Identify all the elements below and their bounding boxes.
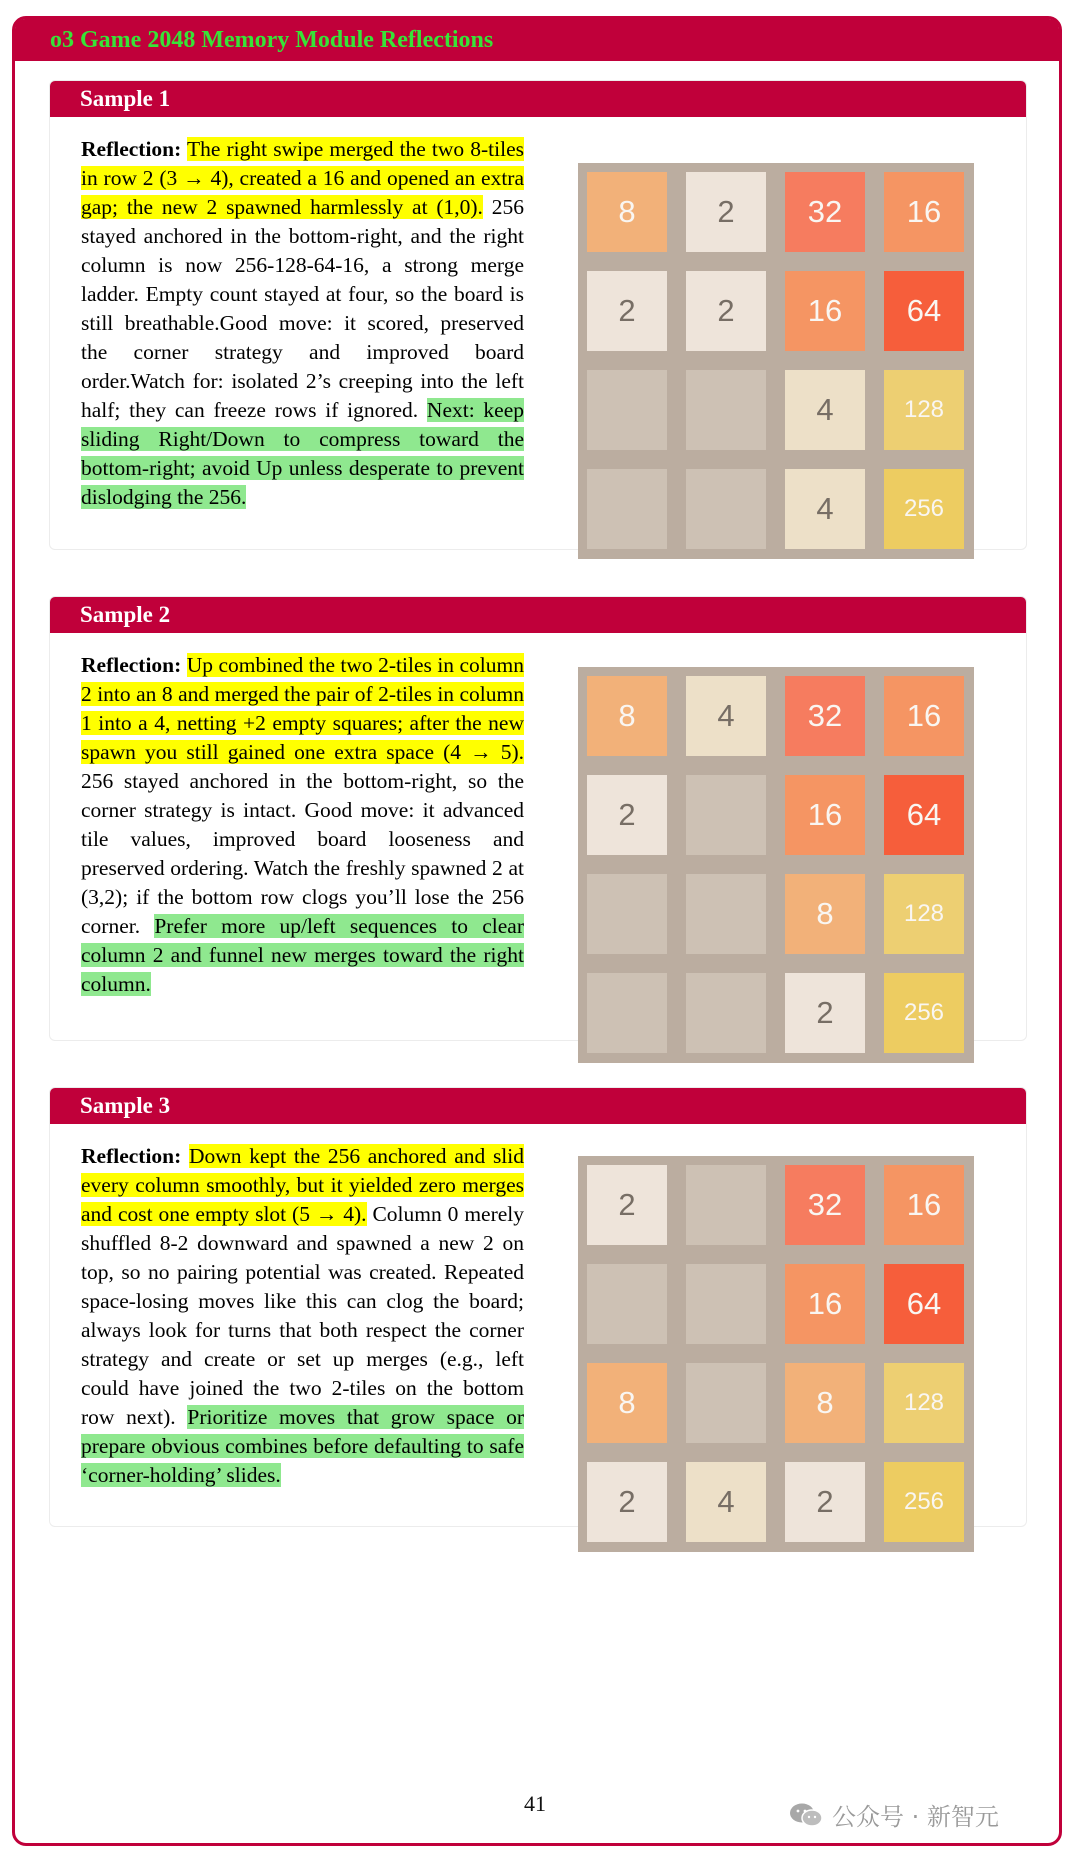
tile-4: 4 bbox=[686, 1462, 766, 1542]
figure-title: o3 Game 2048 Memory Module Reflections bbox=[15, 19, 1059, 61]
tile-32: 32 bbox=[785, 1165, 865, 1245]
empty-tile bbox=[587, 469, 667, 549]
tile-256: 256 bbox=[884, 973, 964, 1053]
tile-256: 256 bbox=[884, 1462, 964, 1542]
highlight-yellow: Up combined the two 2-tiles in column 2 into an 8 and merged the pair of 2-tiles in column 1 into a 4, netting +2 empty squares; after the new spawn you still gained one extra space (4 → 5). bbox=[81, 653, 524, 764]
sample-card-1 bbox=[49, 80, 1027, 550]
reflection-label: Reflection: bbox=[81, 1144, 182, 1168]
tile-64: 64 bbox=[884, 271, 964, 351]
tile-4: 4 bbox=[785, 370, 865, 450]
empty-tile bbox=[686, 874, 766, 954]
tile-32: 32 bbox=[785, 172, 865, 252]
tile-2: 2 bbox=[686, 172, 766, 252]
empty-tile bbox=[686, 1363, 766, 1443]
reflection-body: 256 stayed anchored in the bottom-right, so the corner strategy is intact. Good move: it advanced tile values, improved board looseness and preserved ordering. Watch the freshly spawned 2 at (3,2); if the bottom row clogs you’ll lose the 256 corner. bbox=[81, 769, 524, 938]
sample-heading: Sample 3 bbox=[50, 1088, 1026, 1124]
empty-tile bbox=[686, 469, 766, 549]
tile-8: 8 bbox=[587, 172, 667, 252]
tile-2: 2 bbox=[587, 775, 667, 855]
empty-tile bbox=[587, 973, 667, 1053]
tile-2: 2 bbox=[785, 973, 865, 1053]
watermark bbox=[788, 1797, 999, 1832]
tile-2: 2 bbox=[785, 1462, 865, 1542]
reflection-label: Reflection: bbox=[81, 137, 182, 161]
reflection-body: Column 0 merely shuffled 8-2 downward and spawned a new 2 on top, so no pairing potential was created. Repeated space-losing moves like this can clog the board; always look for turns that both respect the corner strategy and create or set up merges (e.g., left could have joined the two 2-tiles on the bottom row next). bbox=[81, 1202, 525, 1429]
tile-64: 64 bbox=[884, 1264, 964, 1344]
empty-tile bbox=[686, 370, 766, 450]
tile-32: 32 bbox=[785, 676, 865, 756]
highlight-yellow: Down kept the 256 anchored and slid every column smoothly, but it yielded zero merges and cost one empty slot (5 → 4). bbox=[81, 1144, 525, 1226]
game-board bbox=[578, 163, 974, 559]
tile-4: 4 bbox=[785, 469, 865, 549]
tile-16: 16 bbox=[785, 775, 865, 855]
reflection-text bbox=[81, 1142, 524, 1490]
highlight-green: Prioritize moves that grow space or prepare obvious combines before defaulting to safe ‘corner-holding’ slides. bbox=[81, 1405, 524, 1487]
wechat-icon bbox=[788, 1801, 824, 1829]
reflection-label: Reflection: bbox=[81, 653, 182, 677]
empty-tile bbox=[587, 370, 667, 450]
tile-2: 2 bbox=[587, 1165, 667, 1245]
tile-8: 8 bbox=[587, 676, 667, 756]
sample-card-2 bbox=[49, 596, 1027, 1041]
sample-heading: Sample 2 bbox=[50, 597, 1026, 633]
empty-tile bbox=[686, 775, 766, 855]
tile-16: 16 bbox=[884, 1165, 964, 1245]
reflection-text bbox=[81, 651, 524, 999]
game-board bbox=[578, 667, 974, 1063]
empty-tile bbox=[686, 1264, 766, 1344]
empty-tile bbox=[587, 874, 667, 954]
highlight-green: Prefer more up/left sequences to clear column 2 and funnel new merges toward the right column. bbox=[81, 914, 525, 996]
page-number: 41 bbox=[524, 1791, 546, 1816]
tile-4: 4 bbox=[686, 676, 766, 756]
sample-card-3 bbox=[49, 1087, 1027, 1527]
tile-2: 2 bbox=[587, 271, 667, 351]
highlight-green: Next: keep sliding Right/Down to compress toward the bottom-right; avoid Up unless desperate to prevent dislodging the 256. bbox=[81, 398, 525, 509]
reflection-text bbox=[81, 135, 524, 512]
game-board bbox=[578, 1156, 974, 1552]
reflection-body: 256 stayed anchored in the bottom-right, and the right column is now 256-128-64-16, a strong merge ladder. Empty count stayed at four, so the board is still breathable.Good move: it scored, preserved the corner strategy and improved board order.Watch for: isolated 2’s creeping into the left half; they can freeze rows if ignored. bbox=[81, 195, 524, 422]
tile-128: 128 bbox=[884, 1363, 964, 1443]
tile-2: 2 bbox=[587, 1462, 667, 1542]
sample-heading: Sample 1 bbox=[50, 81, 1026, 117]
tile-8: 8 bbox=[785, 874, 865, 954]
tile-16: 16 bbox=[785, 271, 865, 351]
tile-128: 128 bbox=[884, 370, 964, 450]
tile-256: 256 bbox=[884, 469, 964, 549]
tile-64: 64 bbox=[884, 775, 964, 855]
empty-tile bbox=[686, 1165, 766, 1245]
watermark-text: 公众号 · 新智元 bbox=[832, 1803, 999, 1831]
empty-tile bbox=[587, 1264, 667, 1344]
empty-tile bbox=[686, 973, 766, 1053]
tile-16: 16 bbox=[785, 1264, 865, 1344]
tile-16: 16 bbox=[884, 172, 964, 252]
highlight-yellow: The right swipe merged the two 8-tiles in row 2 (3 → 4), created a 16 and opened an extra gap; the new 2 spawned harmlessly at (1,0). bbox=[81, 137, 524, 219]
tile-8: 8 bbox=[785, 1363, 865, 1443]
tile-8: 8 bbox=[587, 1363, 667, 1443]
tile-16: 16 bbox=[884, 676, 964, 756]
tile-2: 2 bbox=[686, 271, 766, 351]
tile-128: 128 bbox=[884, 874, 964, 954]
